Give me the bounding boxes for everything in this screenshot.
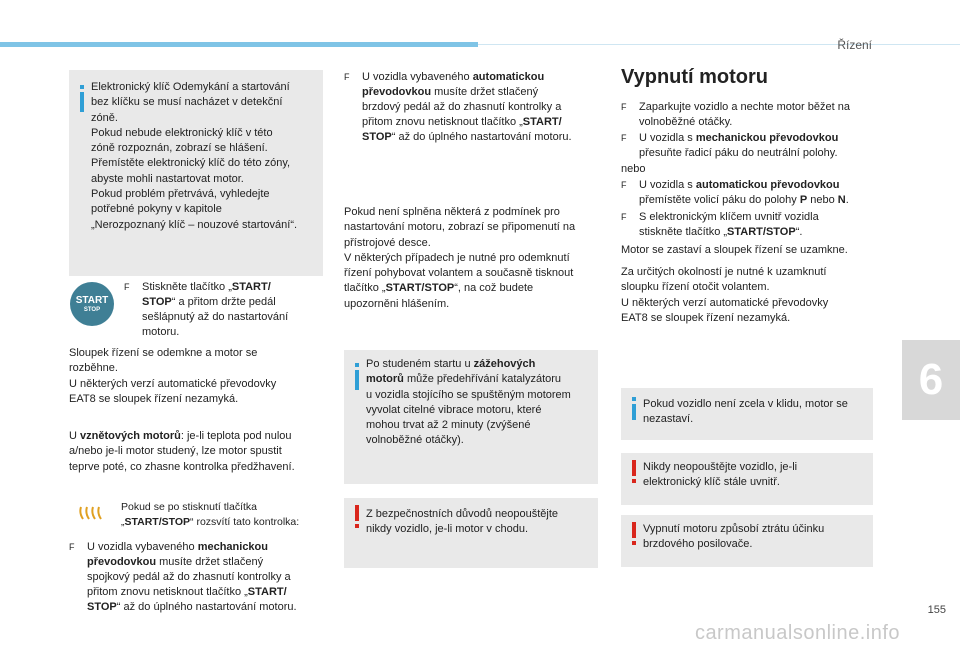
info-box-key-line: Přemístěte elektronický klíč do této zóny, (91, 157, 291, 170)
stop-step-1 (621, 100, 881, 130)
stop-step-2 (621, 131, 881, 161)
bullet-marker: F (621, 212, 627, 222)
diesel-text (69, 429, 329, 475)
manual-post: musíte držet stlačený (156, 556, 264, 568)
step2-pre: U vozidla s (639, 132, 696, 144)
watermark: carmanualsonline.info (694, 622, 900, 644)
auto-step (344, 70, 600, 145)
stop-result-text: Motor se zastaví a sloupek řízení se uzamkne. (621, 244, 848, 256)
press-text-2: “ a přitom držte pedál (171, 296, 276, 308)
safety-warning-text (366, 507, 594, 538)
petrol-info-text (366, 357, 594, 449)
petrol-pre: Po studeném startu u (366, 358, 474, 370)
lock-line: sloupku řízení otočit volantem. (621, 281, 770, 294)
stop-step-3 (621, 178, 881, 208)
petrol-bold: zážehových (473, 358, 536, 370)
auto-bold-2: převodovkou (362, 86, 432, 98)
step4-line1: S elektronickým klíčem uvnitř vozidla (639, 211, 819, 223)
glow-line1: Pokud se po stisknutí tlačítka (121, 501, 257, 513)
press-start-step (124, 280, 314, 340)
diesel-pre: U (69, 430, 80, 442)
step1-line1: Zaparkujte vozidlo a nechte motor běžet na (639, 101, 850, 113)
press-text-3: sešlápnutý až do nastartování (142, 311, 289, 323)
glow-quote: „ (121, 516, 125, 529)
diesel-line3: teprve poté, co zhasne kontrolka předžhavení. (69, 460, 295, 473)
chapter-tab: 6 (902, 340, 960, 420)
manual-line4: přitom znovu netisknout tlačítko „ (87, 586, 248, 598)
step3-bold: automatickou převodovkou (695, 179, 840, 191)
lock-text (621, 265, 891, 326)
lock-line: Za určitých okolností je nutné k uzamknutí (621, 266, 827, 278)
warning-icon (632, 460, 636, 476)
gear-p: P (799, 194, 808, 206)
bullet-marker: F (69, 542, 75, 552)
info-icon (80, 92, 84, 112)
conditions-line: řízení pohybovat volantem a současně tisknout (344, 267, 574, 280)
bullet-marker: F (344, 72, 350, 82)
auto-bold-3: START/ (522, 116, 562, 128)
info-box-key-line: zóně rozpoznán, zobrazí se hlášení. (91, 142, 268, 155)
header-bar-accent (0, 42, 478, 47)
bullet-marker: F (621, 180, 627, 190)
glow-plug-icon (78, 505, 104, 521)
info-stop-line: nezastaví. (643, 413, 694, 426)
auto-bold-4: STOP (362, 131, 392, 143)
unlock-line: EAT8 se sloupek řízení nezamyká. (69, 392, 239, 405)
warn-brake-text (643, 522, 869, 553)
conditions-line: upozorněni hlášením. (344, 297, 450, 310)
step4-line2: stiskněte tlačítko „ (639, 226, 728, 238)
conditions-line: přístrojové desce. (344, 236, 431, 249)
petrol-rest-line: mohou trvat až 2 minuty (zvýšené (366, 419, 531, 432)
auto-line5: “ až do úplného nastartování motoru. (391, 131, 572, 143)
section-heading: Vypnutí motoru (621, 66, 769, 88)
petrol-post: může předehřívání katalyzátoru (403, 373, 562, 386)
bullet-marker: F (621, 133, 627, 143)
diesel-post: : je-li teplota pod nulou (180, 430, 292, 442)
unlock-line: U některých verzí automatické převodovky (69, 377, 277, 390)
step3-line2: přemístěte volicí páku do polohy (639, 194, 800, 206)
step4-bold: START/STOP (727, 226, 796, 238)
conditions-line: tlačítko „START/STOP“, na což budete (344, 282, 534, 295)
unlock-line: Sloupek řízení se odemkne a motor se (69, 347, 258, 359)
warning-icon (632, 522, 636, 538)
stop-step-4 (621, 210, 881, 240)
press-button-name-2: STOP (142, 296, 172, 308)
step3-end: . (845, 194, 849, 206)
petrol-rest-line: vyvolat citelné vibrace motoru, které (366, 403, 542, 416)
safety-warning-line: nikdy vozidlo, je-li motor v chodu. (366, 523, 529, 536)
manual-bold: mechanickou (197, 541, 268, 553)
warn-brake-line: Vypnutí motoru způsobí ztrátu účinku (643, 523, 825, 535)
safety-warning-line: Z bezpečnostních důvodů neopouštějte (366, 508, 559, 520)
info-box-key-line: Elektronický klíč Odemykání a startování (91, 81, 290, 93)
petrol-bold-2: motorů (366, 373, 404, 386)
manual-bold-3: START/ (247, 586, 287, 598)
press-text-4: motoru. (142, 326, 180, 338)
start-label: START (75, 294, 109, 306)
auto-post: musíte držet stlačený (431, 86, 539, 98)
step1-line2: volnoběžné otáčky. (639, 116, 733, 128)
step4-post: “. (795, 226, 803, 238)
diesel-line2: a/nebo je-li motor studený, lze motor spustit (69, 445, 282, 458)
info-icon (355, 370, 359, 390)
press-text: Stiskněte tlačítko „ (142, 281, 232, 293)
info-box-key-text (91, 80, 319, 233)
warn-key-line: Nikdy neopouštějte vozidlo, je-li (643, 461, 798, 473)
warn-brake-line: brzdového posilovače. (643, 538, 753, 551)
conditions-line: nastartování motoru, zobrazí se připomenutí na (344, 221, 576, 234)
auto-line4: přitom znovu netisknout tlačítko „ (362, 116, 523, 128)
start-stop-icon (70, 282, 114, 326)
page-number: 155 (927, 604, 946, 616)
step2-bold: mechanickou převodovkou (695, 132, 839, 144)
step3-pre: U vozidla s (639, 179, 696, 191)
lock-line: U některých verzí automatické převodovky (621, 296, 829, 309)
warn-key-text (643, 460, 869, 491)
lock-line: EAT8 se sloupek řízení nezamyká. (621, 311, 791, 324)
manual-step (69, 540, 331, 615)
auto-pre: U vozidla vybaveného (362, 71, 473, 83)
gear-n: N (837, 194, 846, 206)
diesel-bold: vznětových motorů (80, 430, 181, 442)
petrol-rest-line: u vozidla stojícího se spuštěným motorem (366, 388, 571, 401)
or-text: nebo (621, 163, 646, 175)
info-box-key-line: abyste mohli nastartovat motor. (91, 172, 244, 185)
stop-label: STOP (83, 306, 101, 313)
manual-line3: spojkový pedál až do zhasnutí kontrolky a (87, 571, 291, 583)
glow-bold: START/STOP (124, 516, 191, 529)
manual-bold-4: STOP (87, 601, 117, 613)
step2-line2: přesuňte řadicí páku do neutrální polohy. (639, 147, 838, 159)
petrol-rest-line: volnoběžné otáčky). (366, 434, 464, 447)
conditions-line: Pokud není splněna některá z podmínek pro (344, 206, 560, 218)
header-bar-line (478, 44, 960, 45)
info-box-key-line: „Nerozpoznaný klíč – nouzové startování“. (91, 218, 298, 231)
auto-bold: automatickou (472, 71, 545, 83)
info-box-key-line: potřebné pokyny v kapitole (91, 203, 222, 216)
press-button-name: START/ (231, 281, 271, 293)
step3-mid: nebo (807, 194, 838, 206)
glow-text (121, 500, 331, 531)
info-box-key-line: Pokud nebude elektronický klíč v této (91, 126, 273, 139)
bullet-marker: F (621, 102, 627, 112)
unlock-text (69, 346, 329, 407)
glow-post: “ rozsvítí tato kontrolka: (190, 516, 300, 529)
manual-pre: U vozidla vybaveného (87, 541, 198, 553)
info-stop-text (643, 397, 869, 428)
manual-bold-2: převodovkou (87, 556, 157, 568)
conditions-line: V některých případech je nutné pro odemknutí (344, 251, 570, 264)
auto-line3: brzdový pedál až do zhasnutí kontrolky a (362, 101, 562, 113)
warn-key-line: elektronický klíč stále uvnitř. (643, 476, 780, 489)
manual-line5: “ až do úplného nastartování motoru. (116, 601, 297, 613)
section-title: Řízení (837, 38, 872, 52)
warning-icon (355, 505, 359, 521)
unlock-line: rozběhne. (69, 362, 118, 375)
bullet-marker: F (124, 282, 130, 292)
info-box-key-line: Pokud problém přetrvává, vyhledejte (91, 188, 270, 201)
info-stop-line: Pokud vozidlo není zcela v klidu, motor se (643, 398, 848, 410)
info-icon (632, 404, 636, 420)
info-box-key-line: zóně. (91, 111, 118, 124)
info-box-key-line: bez klíčku se musí nacházet v detekční (91, 96, 283, 109)
conditions-text (344, 205, 602, 312)
